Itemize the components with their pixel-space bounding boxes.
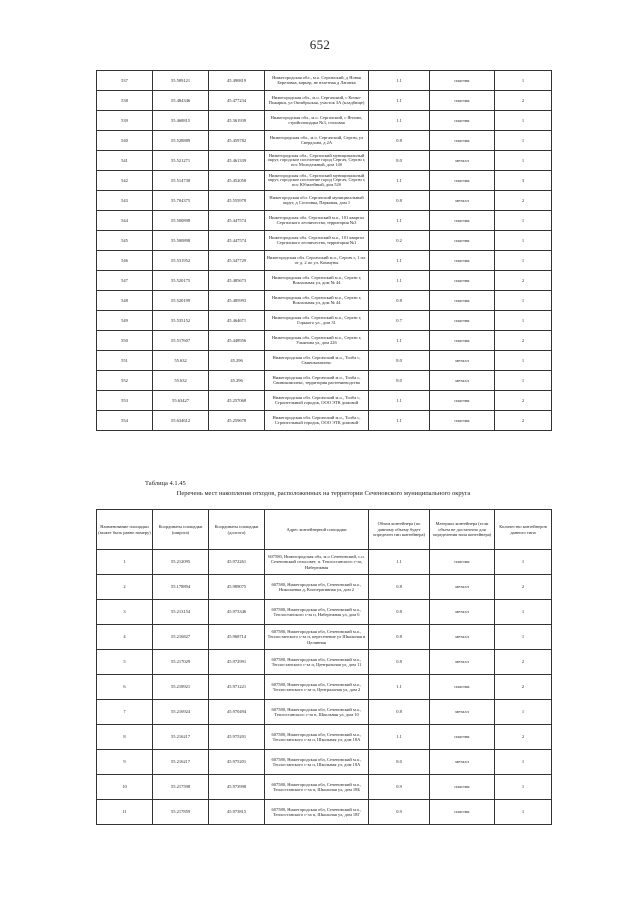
count-cell: 1 xyxy=(495,111,552,131)
waste-sites-table-continued xyxy=(96,70,552,431)
material-cell: металл xyxy=(430,650,495,675)
table-row xyxy=(97,131,552,151)
material-cell: пластик xyxy=(430,725,495,750)
count-cell: 1 xyxy=(495,700,552,725)
longitude-cell: 45.477234 xyxy=(209,91,265,111)
material-cell: пластик xyxy=(430,675,495,700)
table-row xyxy=(97,391,552,411)
longitude-cell: 45.447574 xyxy=(209,211,265,231)
material-cell: пластик xyxy=(430,171,495,191)
latitude-cell: 55.217598 xyxy=(153,775,209,800)
address-cell: Нижегородская обл. Сергачский м.о., Толба с, Свинокомплекс, территория растениеводства xyxy=(265,371,369,391)
table-row xyxy=(97,311,552,331)
sechenovsky-waste-sites-table xyxy=(96,509,552,825)
address-cell: Нижегородская обл., м.о. Сергачский, Сергач, ул Свердлова, д 2А xyxy=(265,131,369,151)
material-cell: пластик xyxy=(430,91,495,111)
latitude-cell: 55.213154 xyxy=(153,600,209,625)
row-number-cell: 1 xyxy=(97,550,153,575)
latitude-cell: 55.509121 xyxy=(153,71,209,91)
material-cell: пластик xyxy=(430,271,495,291)
row-number-cell: 548 xyxy=(97,291,153,311)
address-cell: 607580, Нижегородская обл, Сеченовский м.о., Теплостанского с-за п, Школьная ул, дом 18Г xyxy=(265,800,369,825)
address-cell: Нижегородская обл. Сергачский муниципальный округ, д Сосновка, Парковая, дом 1 xyxy=(265,191,369,211)
material-cell: металл xyxy=(430,151,495,171)
count-cell: 1 xyxy=(495,211,552,231)
material-cell: пластик xyxy=(430,131,495,151)
material-cell: пластик xyxy=(430,251,495,271)
address-cell: Нижегородская обл., Сергачский муниципальный округ, городское поселение город Сергач, Сергач г, пос Юбилейный, дом 52б xyxy=(265,171,369,191)
material-cell: металл xyxy=(430,625,495,650)
row-number-cell: 10 xyxy=(97,775,153,800)
latitude-cell: 55.520175 xyxy=(153,271,209,291)
page-number: 652 xyxy=(309,37,331,52)
material-cell: пластик xyxy=(430,71,495,91)
count-cell: 2 xyxy=(495,411,552,431)
latitude-cell: 55.212095 xyxy=(153,550,209,575)
longitude-cell: 45.972991 xyxy=(209,650,265,675)
address-cell: Нижегородская обл. Сергачский м.о., Сергач г, 1 пл. от д. 2 по ул. Коммуны xyxy=(265,251,369,271)
count-cell: 1 xyxy=(495,750,552,775)
latitude-cell: 55.531952 xyxy=(153,251,209,271)
latitude-cell: 55.468815 xyxy=(153,111,209,131)
address-cell: Нижегородская обл. Сергачский м.о., Толба с, Строительный городок, ООО ЭТК домовой xyxy=(265,391,369,411)
volume-cell: 8.0 xyxy=(369,371,430,391)
count-cell: 2 xyxy=(495,331,552,351)
row-number-cell: 539 xyxy=(97,111,153,131)
row-number-cell: 554 xyxy=(97,411,153,431)
table-row xyxy=(97,550,552,575)
material-cell: пластик xyxy=(430,800,495,825)
address-cell: Нижегородская обл. Сергачский м.о., Сергач г, Вокзальная ул, дом № 44 xyxy=(265,271,369,291)
table-row xyxy=(97,251,552,271)
row-number-cell: 552 xyxy=(97,371,153,391)
row-number-cell: 4 xyxy=(97,625,153,650)
row-number-cell: 9 xyxy=(97,750,153,775)
count-cell: 1 xyxy=(495,775,552,800)
address-cell: 607580, Нижегородская обл, Сеченовский м.о., Теплостанского с-за п, Школьная ул, дом 18А xyxy=(265,725,369,750)
volume-cell: 0.8 xyxy=(369,700,430,725)
table-row xyxy=(97,271,552,291)
longitude-cell: 45.259678 xyxy=(209,411,265,431)
volume-cell: 0.7 xyxy=(369,311,430,331)
row-number-cell: 545 xyxy=(97,231,153,251)
latitude-cell: 55.484346 xyxy=(153,91,209,111)
volume-cell: 0.2 xyxy=(369,231,430,251)
address-cell: Нижегородская обл. Сергачский м.о., Толба с, Строительный городок, ООО ЭТК домовой xyxy=(265,411,369,431)
row-number-cell: 7 xyxy=(97,700,153,725)
longitude-cell: 45.971221 xyxy=(209,675,265,700)
count-cell: 2 xyxy=(495,191,552,211)
latitude-cell: 55.63427 xyxy=(153,391,209,411)
count-cell: 2 xyxy=(495,391,552,411)
count-cell: 1 xyxy=(495,800,552,825)
latitude-cell: 55.517607 xyxy=(153,331,209,351)
address-cell: Нижегородская обл. Сергачский м.о., Сергач г, Вокзальная ул, дом № 44 xyxy=(265,291,369,311)
table-row xyxy=(97,71,552,91)
latitude-cell: 55.216217 xyxy=(153,725,209,750)
address-cell: 607580, Нижегородская обл, Сеченовский м.о., Теплостанского с-за п, Школьная ул, дом 18А xyxy=(265,750,369,775)
table-row xyxy=(97,775,552,800)
longitude-cell: 45.490819 xyxy=(209,71,265,91)
row-number-cell: 6 xyxy=(97,675,153,700)
volume-cell: 0.8 xyxy=(369,191,430,211)
material-cell: пластик xyxy=(430,391,495,411)
volume-cell: 0.9 xyxy=(369,800,430,825)
longitude-cell: 45.973815 xyxy=(209,800,265,825)
count-cell: 3 xyxy=(495,171,552,191)
address-cell: 607580, Нижегородская обл, Сеченовский м.о., Теплостанского с-за п, Центральная ул, дом 2 xyxy=(265,675,369,700)
column-header: Материал контейнера (если объем не достаточно для определения типа контейнера) xyxy=(430,510,495,550)
table-header xyxy=(97,510,552,550)
latitude-cell: 55.216217 xyxy=(153,750,209,775)
count-cell: 1 xyxy=(495,71,552,91)
address-cell: Нижегородская обл. Сергачский м.о., 101 квартал Сергачского лесничества, территория №3 xyxy=(265,211,369,231)
volume-cell: 0.8 xyxy=(369,650,430,675)
longitude-cell: 45.975201 xyxy=(209,725,265,750)
count-cell: 1 xyxy=(495,351,552,371)
latitude-cell: 55.218921 xyxy=(153,675,209,700)
row-number-cell: 546 xyxy=(97,251,153,271)
volume-cell: 1.1 xyxy=(369,550,430,575)
latitude-cell: 55.216827 xyxy=(153,625,209,650)
row-number-cell: 5 xyxy=(97,650,153,675)
table-row xyxy=(97,291,552,311)
latitude-cell: 55.500898 xyxy=(153,211,209,231)
table-row xyxy=(97,725,552,750)
latitude-cell: 55.528889 xyxy=(153,131,209,151)
table-row xyxy=(97,650,552,675)
latitude-cell: 55.704375 xyxy=(153,191,209,211)
table-body xyxy=(97,550,552,825)
column-header: Наименование площадки (может быть равно номеру) xyxy=(97,510,153,550)
table-row xyxy=(97,411,552,431)
table-row xyxy=(97,750,552,775)
address-cell: 607580, Нижегородская обл, Сеченовский м.о., Теплостанского с-за п, Школьная ул, дом 18Б xyxy=(265,775,369,800)
column-header: Координаты площадки (долгота) xyxy=(209,510,265,550)
count-cell: 2 xyxy=(495,650,552,675)
longitude-cell: 45.975201 xyxy=(209,750,265,775)
longitude-cell: 45.257068 xyxy=(209,391,265,411)
material-cell: металл xyxy=(430,351,495,371)
volume-cell: 0.8 xyxy=(369,291,430,311)
count-cell: 1 xyxy=(495,311,552,331)
table-row xyxy=(97,231,552,251)
longitude-cell: 45.968714 xyxy=(209,625,265,650)
count-cell: 1 xyxy=(495,600,552,625)
volume-cell: 1.1 xyxy=(369,725,430,750)
latitude-cell: 55.178894 xyxy=(153,575,209,600)
material-cell: металл xyxy=(430,191,495,211)
column-header: Количество контейнеров данного типа xyxy=(495,510,552,550)
longitude-cell: 45.459782 xyxy=(209,131,265,151)
address-cell: Нижегородская обл. Сергачский м.о., Сергач г, Ульянова ул, дом 22б xyxy=(265,331,369,351)
material-cell: пластик xyxy=(430,411,495,431)
volume-cell: 8.0 xyxy=(369,750,430,775)
row-number-cell: 2 xyxy=(97,575,153,600)
count-cell: 1 xyxy=(495,131,552,151)
address-cell: Нижегородская обл., Сергачский муниципальный округ, городское поселение город Сергач, Сергач г, пос Молодежный, дом 14б xyxy=(265,151,369,171)
table-row xyxy=(97,600,552,625)
volume-cell: 1.1 xyxy=(369,411,430,431)
latitude-cell: 55.632 xyxy=(153,371,209,391)
latitude-cell: 55.217029 xyxy=(153,650,209,675)
table-row xyxy=(97,91,552,111)
longitude-cell: 45.485993 xyxy=(209,291,265,311)
volume-cell: 1.1 xyxy=(369,111,430,131)
address-cell: Нижегородская обл., м.о. Сергачский, с Янзово, стройплощадка №3, столовая xyxy=(265,111,369,131)
volume-cell: 1.1 xyxy=(369,171,430,191)
row-number-cell: 540 xyxy=(97,131,153,151)
address-cell: 607580, Нижегородская обл, Сеченовский м.о., Теплостанского с-за п, пересечение ул Школьная и Целинная xyxy=(265,625,369,650)
row-number-cell: 541 xyxy=(97,151,153,171)
table-row xyxy=(97,151,552,171)
row-number-cell: 544 xyxy=(97,211,153,231)
latitude-cell: 55.634612 xyxy=(153,411,209,431)
longitude-cell: 45.461339 xyxy=(209,151,265,171)
material-cell: металл xyxy=(430,575,495,600)
volume-cell: 1.1 xyxy=(369,391,430,411)
latitude-cell: 55.500898 xyxy=(153,231,209,251)
table-row xyxy=(97,575,552,600)
volume-cell: 1.1 xyxy=(369,251,430,271)
longitude-cell: 45.361939 xyxy=(209,111,265,131)
material-cell: пластик xyxy=(430,775,495,800)
row-number-cell: 549 xyxy=(97,311,153,331)
table-row xyxy=(97,351,552,371)
count-cell: 1 xyxy=(495,625,552,650)
count-cell: 1 xyxy=(495,550,552,575)
material-cell: пластик xyxy=(430,550,495,575)
table-body xyxy=(97,71,552,431)
latitude-cell: 55.521271 xyxy=(153,151,209,171)
count-cell: 1 xyxy=(495,371,552,391)
volume-cell: 0.9 xyxy=(369,775,430,800)
table-row xyxy=(97,625,552,650)
volume-cell: 1.1 xyxy=(369,71,430,91)
longitude-cell: 45.989075 xyxy=(209,575,265,600)
row-number-cell: 537 xyxy=(97,71,153,91)
row-number-cell: 8 xyxy=(97,725,153,750)
table-row xyxy=(97,111,552,131)
latitude-cell: 55.216924 xyxy=(153,700,209,725)
table-row xyxy=(97,331,552,351)
row-number-cell: 553 xyxy=(97,391,153,411)
address-cell: Нижегородская обл. Сергачский м.о., Толба с, Свинокомплекс xyxy=(265,351,369,371)
address-cell: 607580, Нижегородская обл, Сеченовский м.о., Теплостанского с-за п, Школьная ул, дом 10 xyxy=(265,700,369,725)
volume-cell: 8.0 xyxy=(369,351,430,371)
longitude-cell: 45.296 xyxy=(209,371,265,391)
material-cell: пластик xyxy=(430,291,495,311)
column-header: Адрес контейнерной площадки xyxy=(265,510,369,550)
row-number-cell: 551 xyxy=(97,351,153,371)
address-cell: 607580, Нижегородская обл, м.о Сеченовский, с.п. Сеченовский сельсовет, п. Теплостанского с-за, Набережная xyxy=(265,550,369,575)
count-cell: 2 xyxy=(495,675,552,700)
volume-cell: 0.8 xyxy=(369,575,430,600)
address-cell: Нижегородская обл. Сергачский м.о., 101 квартал Сергачского лесничества, территория №1 xyxy=(265,231,369,251)
row-number-cell: 547 xyxy=(97,271,153,291)
longitude-cell: 45.347729 xyxy=(209,251,265,271)
material-cell: пластик xyxy=(430,111,495,131)
row-number-cell: 543 xyxy=(97,191,153,211)
volume-cell: 1.1 xyxy=(369,271,430,291)
longitude-cell: 45.555978 xyxy=(209,191,265,211)
column-header: Объем контейнера (по данному объему будет определен тип контейнера) xyxy=(369,510,430,550)
latitude-cell: 55.535152 xyxy=(153,311,209,331)
row-number-cell: 3 xyxy=(97,600,153,625)
volume-cell: 8.0 xyxy=(369,151,430,171)
row-number-cell: 550 xyxy=(97,331,153,351)
material-cell: металл xyxy=(430,371,495,391)
volume-cell: 0.8 xyxy=(369,131,430,151)
count-cell: 2 xyxy=(495,725,552,750)
longitude-cell: 45.447574 xyxy=(209,231,265,251)
count-cell: 1 xyxy=(495,151,552,171)
material-cell: пластик xyxy=(430,311,495,331)
row-number-cell: 11 xyxy=(97,800,153,825)
volume-cell: 1.1 xyxy=(369,675,430,700)
material-cell: пластик xyxy=(430,211,495,231)
longitude-cell: 45.485673 xyxy=(209,271,265,291)
longitude-cell: 45.464671 xyxy=(209,311,265,331)
longitude-cell: 45.970494 xyxy=(209,700,265,725)
latitude-cell: 55.520199 xyxy=(153,291,209,311)
address-cell: 607580, Нижегородская обл, Сеченовский м.о., Теплостанского с-за п, Центральная ул, дом 11 xyxy=(265,650,369,675)
count-cell: 1 xyxy=(495,231,552,251)
material-cell: металл xyxy=(430,600,495,625)
address-cell: Нижегородская обл. Сергачский м.о., Сергач г, Горького ул., дом 31 xyxy=(265,311,369,331)
longitude-cell: 45.452058 xyxy=(209,171,265,191)
table-row xyxy=(97,211,552,231)
material-cell: металл xyxy=(430,750,495,775)
volume-cell: 0.8 xyxy=(369,600,430,625)
address-cell: 607580, Нижегородская обл, Сеченовский м.о., Николаевка д, Кооперативная ул, дом 2 xyxy=(265,575,369,600)
address-cell: 607580, Нижегородская обл, Сеченовский м.о., Теплостанского с-за п, Набережная ул, дом 6 xyxy=(265,600,369,625)
volume-cell: 0.8 xyxy=(369,625,430,650)
table-row xyxy=(97,700,552,725)
count-cell: 2 xyxy=(495,271,552,291)
volume-cell: 1.1 xyxy=(369,211,430,231)
table-row xyxy=(97,800,552,825)
row-number-cell: 538 xyxy=(97,91,153,111)
table-row xyxy=(97,371,552,391)
longitude-cell: 45.972261 xyxy=(209,550,265,575)
table-title: Перечень мест накопления отходов, расположенных на территории Сеченовского муниципального округа xyxy=(176,490,471,497)
table-row xyxy=(97,191,552,211)
longitude-cell: 45.296 xyxy=(209,351,265,371)
longitude-cell: 45.973346 xyxy=(209,600,265,625)
count-cell: 2 xyxy=(495,91,552,111)
material-cell: пластик xyxy=(430,331,495,351)
table-row xyxy=(97,675,552,700)
address-cell: Нижегородская обл., м.о. Сергачский, д Новая Березовка, карьер, не взлетная д Лапатка xyxy=(265,71,369,91)
count-cell: 1 xyxy=(495,251,552,271)
latitude-cell: 55.632 xyxy=(153,351,209,371)
longitude-cell: 45.973998 xyxy=(209,775,265,800)
row-number-cell: 542 xyxy=(97,171,153,191)
count-cell: 1 xyxy=(495,291,552,311)
table-label: Таблица 4.1.45 xyxy=(145,480,186,487)
table-row xyxy=(97,171,552,191)
material-cell: пластик xyxy=(430,231,495,251)
address-cell: Нижегородская обл., м.о. Сергачский, с Кочко-Пожарки, ул Октябрьская, участок 3А (кладбище) xyxy=(265,91,369,111)
count-cell: 2 xyxy=(495,575,552,600)
material-cell: металл xyxy=(430,700,495,725)
longitude-cell: 45.448956 xyxy=(209,331,265,351)
volume-cell: 1.1 xyxy=(369,91,430,111)
latitude-cell: 55.217859 xyxy=(153,800,209,825)
column-header: Координаты площадки (широта) xyxy=(153,510,209,550)
header-row xyxy=(97,510,552,550)
volume-cell: 1.1 xyxy=(369,331,430,351)
latitude-cell: 55.514738 xyxy=(153,171,209,191)
